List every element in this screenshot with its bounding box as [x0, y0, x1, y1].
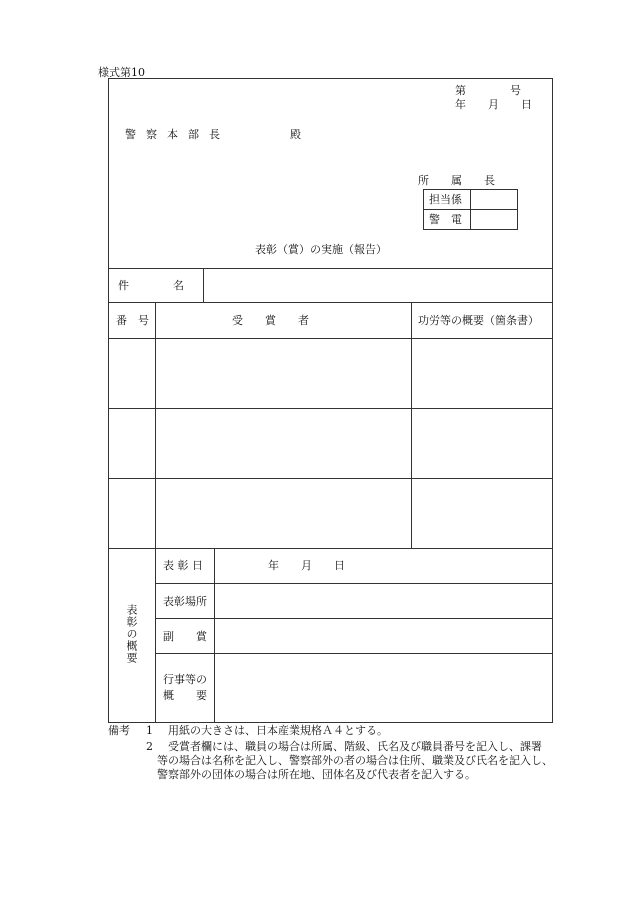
note-2-number: 2: [146, 740, 153, 753]
summary-value-date[interactable]: 年 月 日: [268, 559, 345, 572]
column-header-recipient: 受 賞 者: [232, 314, 309, 327]
rule-subject-top: [108, 268, 553, 269]
note-2-line-1: 受賞者欄には、職員の場合は所属、階級、氏名及び職員番号を記入し、課署: [168, 740, 542, 753]
summary-label-prize: 副 賞: [163, 630, 207, 643]
rule-header-top: [108, 302, 553, 303]
column-header-number: 番 号: [116, 314, 149, 327]
col-divider-merit: [411, 302, 412, 548]
stamp-row-phone: 警 電: [429, 213, 462, 226]
summary-rule-3: [155, 653, 553, 654]
summary-label-date: 表 彰 日: [163, 559, 203, 572]
notes-heading: 備考: [108, 724, 130, 737]
affiliation-head-label: 所 属 長: [418, 174, 495, 187]
document-title: 表彰（賞）の実施（報告）: [255, 243, 387, 256]
recipient-row-2[interactable]: [157, 410, 410, 477]
note-2-line-3: 警察部外の団体の場合は所在地、団体名及び代表者を記入する。: [157, 768, 476, 781]
note-1-number: 1: [146, 724, 153, 737]
recipient-row-3[interactable]: [157, 480, 410, 547]
summary-label-event: 行事等の 概 要: [163, 673, 207, 702]
col-divider-number: [155, 302, 156, 548]
addressee-honorific: 殿: [290, 128, 301, 141]
summary-field-divider: [214, 548, 215, 723]
form-id: 様式第10: [98, 66, 145, 79]
rule-summary-top: [108, 548, 553, 549]
rule-row3-top: [108, 478, 553, 479]
subject-label: 件 名: [118, 279, 184, 292]
summary-rule-2: [155, 618, 553, 619]
rule-row2-top: [108, 408, 553, 409]
stamp-row-staff: 担当係: [429, 193, 462, 206]
note-1-line-1: 用紙の大きさは、日本産業規格Ａ４とする。: [168, 724, 388, 737]
subject-field[interactable]: [205, 270, 551, 301]
column-header-merit: 功労等の概要（箇条書）: [418, 314, 539, 327]
recipient-row-1[interactable]: [157, 340, 410, 407]
addressee: 警察本部長: [125, 128, 230, 141]
rule-row1-top: [108, 338, 553, 339]
subject-divider: [203, 268, 204, 302]
document-date-label: 年 月 日: [455, 98, 532, 111]
document-number-label: 第 号: [455, 84, 521, 97]
summary-label-divider: [155, 548, 156, 723]
stamp-box-hdivider: [423, 209, 518, 210]
summary-section-label: 表彰の概要: [125, 604, 138, 664]
note-2-line-2: 等の場合は名称を記入し、警察部外の者の場合は住所、職業及び氏名を記入し、: [157, 754, 553, 767]
summary-label-place: 表彰場所: [163, 595, 207, 608]
summary-rule-1: [155, 583, 553, 584]
